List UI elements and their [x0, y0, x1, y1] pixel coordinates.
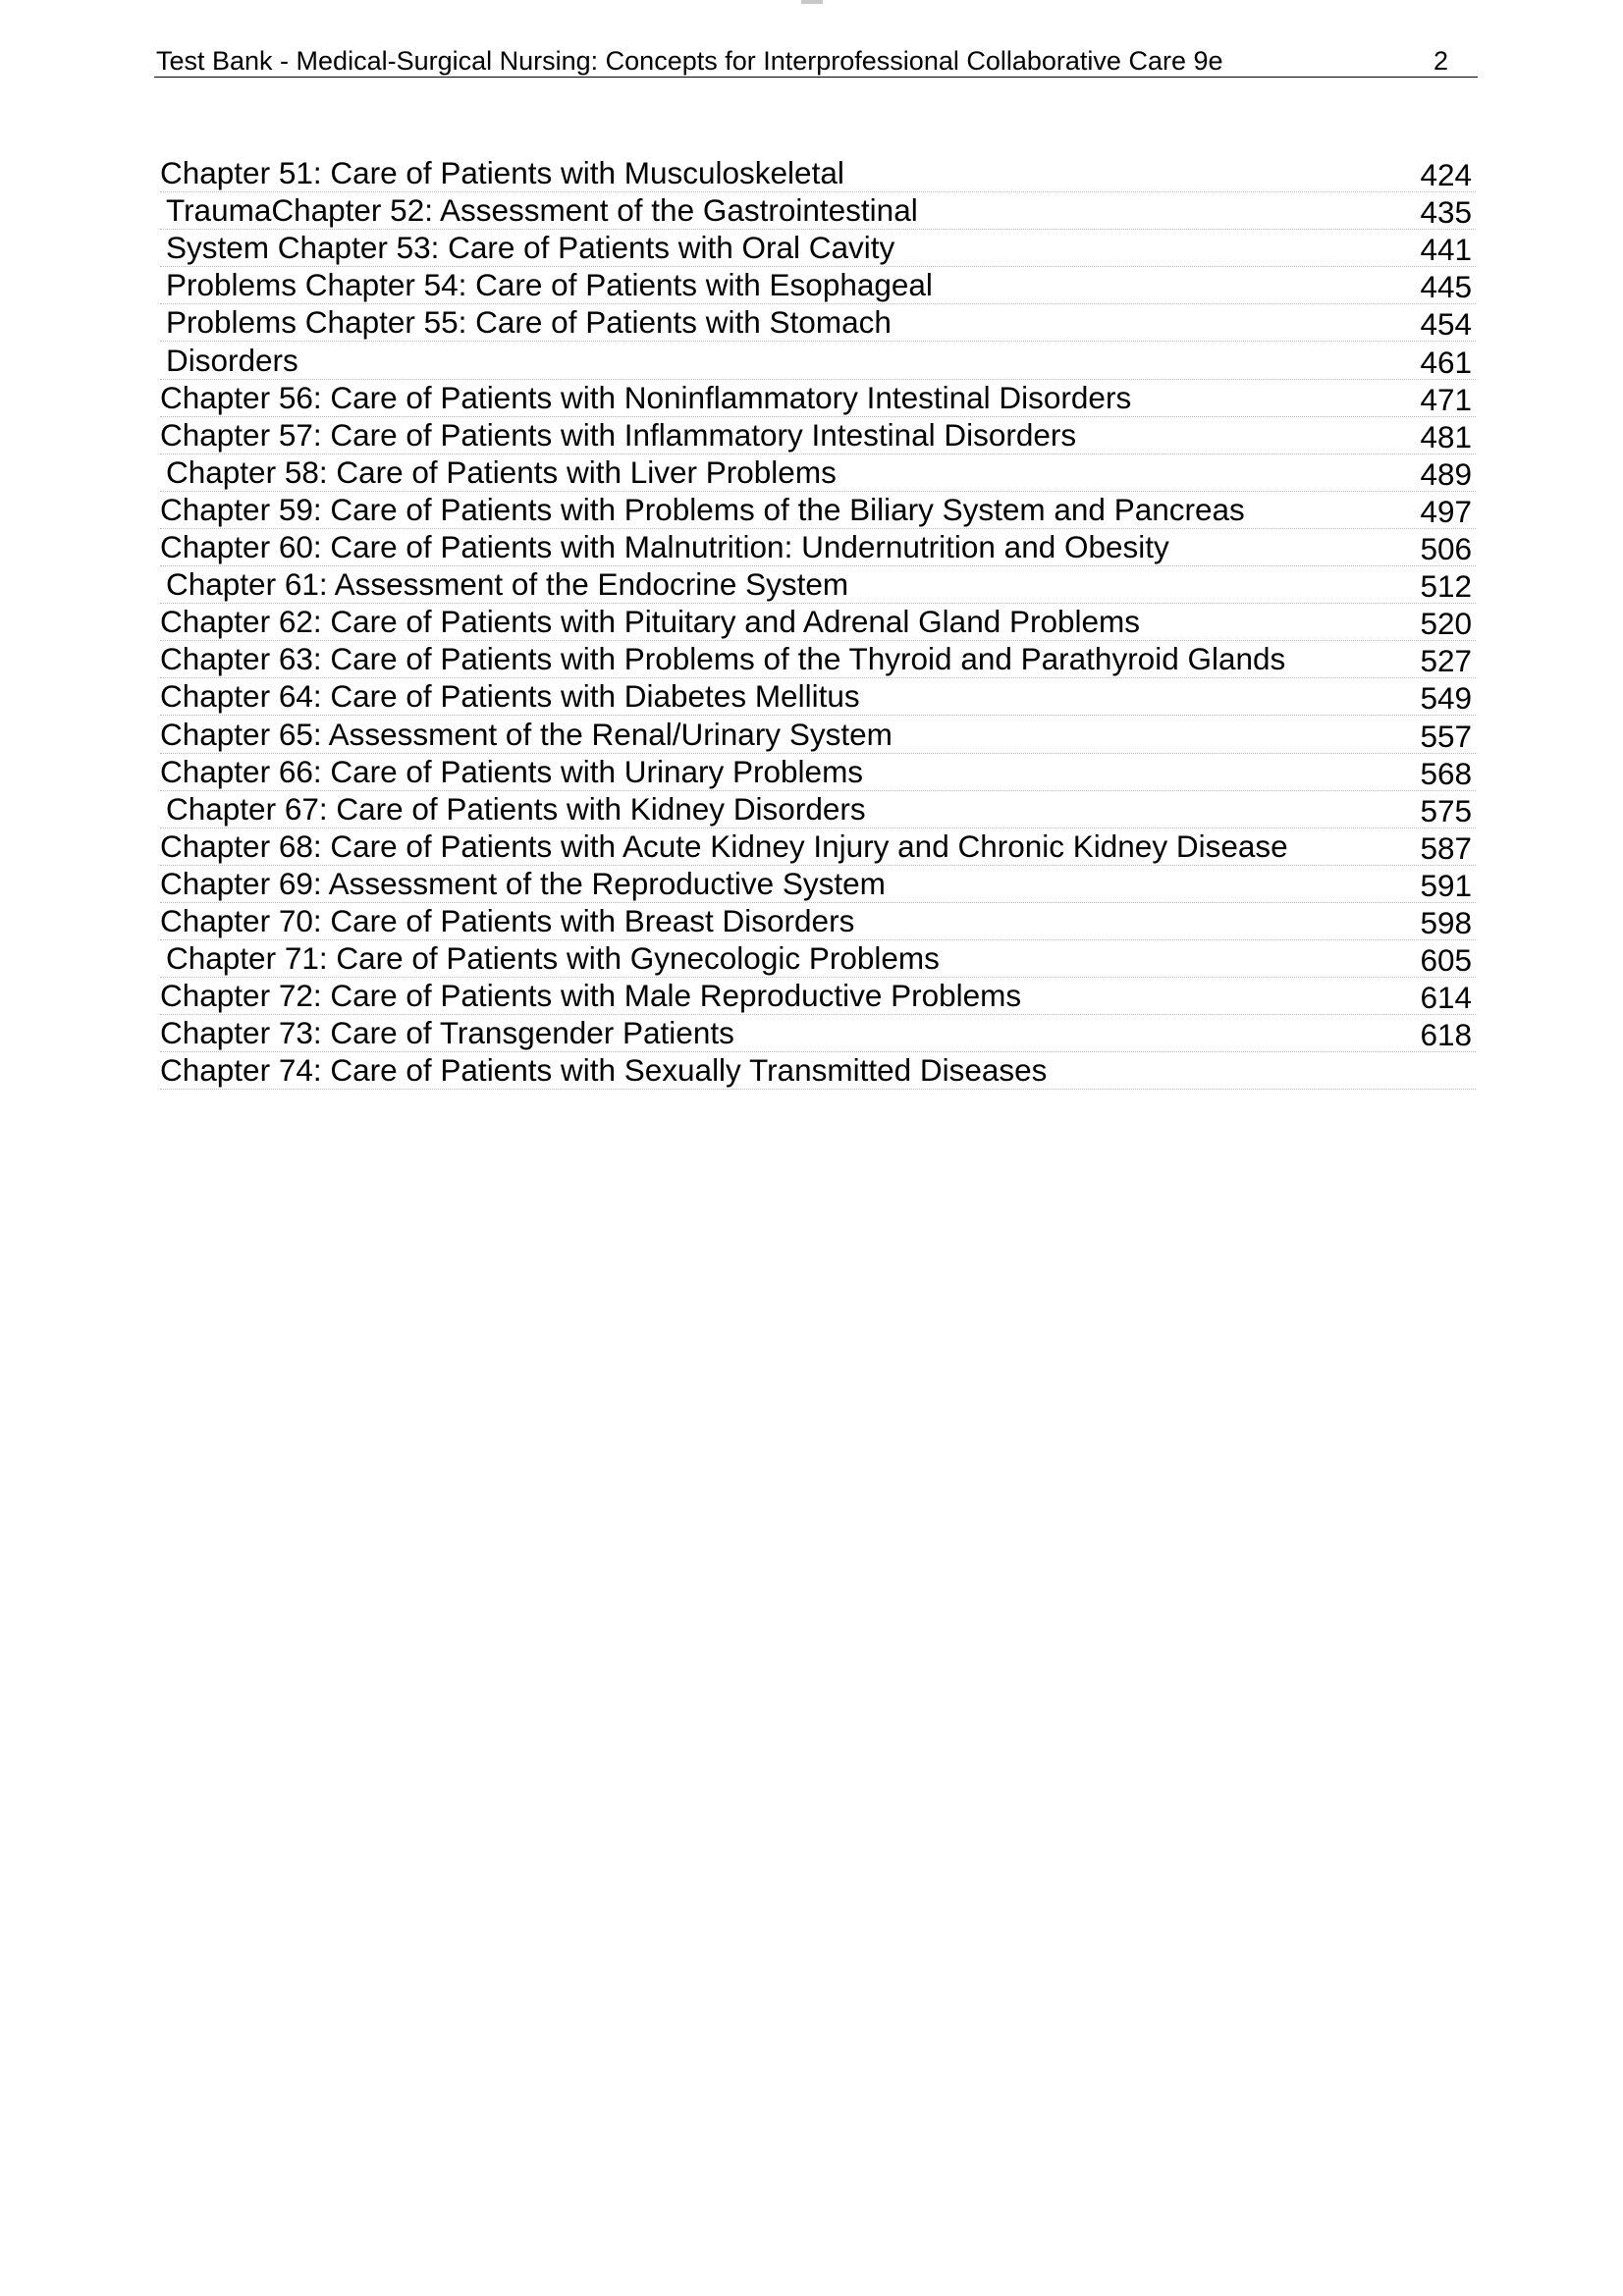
toc-entry[interactable]	[160, 940, 1476, 978]
toc-entry[interactable]	[160, 978, 1476, 1015]
toc-entry-title: Problems Chapter 55: Care of Patients with Stomach	[166, 304, 892, 341]
toc-entry-page: 441	[1420, 232, 1472, 268]
toc-entry[interactable]	[160, 192, 1476, 230]
toc-entry[interactable]	[160, 492, 1476, 529]
toc-entry-title: Chapter 70: Care of Patients with Breast Disorders	[160, 902, 855, 938]
toc-entry-page: 461	[1420, 344, 1472, 380]
toc-entry-title: Chapter 66: Care of Patients with Urinary Problems	[160, 753, 864, 789]
toc-entry-title: System Chapter 53: Care of Patients with Oral Cavity	[166, 230, 895, 266]
toc-entry[interactable]	[160, 866, 1476, 903]
toc-entry[interactable]	[160, 529, 1476, 566]
table-of-contents	[160, 155, 1476, 1090]
toc-entry-title: Disorders	[166, 342, 298, 378]
toc-entry-title: TraumaChapter 52: Assessment of the Gastrointestinal	[166, 192, 918, 229]
toc-entry-title: Chapter 73: Care of Transgender Patients	[160, 1015, 734, 1051]
toc-entry-page: 520	[1420, 606, 1472, 642]
toc-entry-page: 549	[1420, 680, 1472, 717]
toc-entry-title: Problems Chapter 54: Care of Patients with Esophageal	[166, 267, 933, 303]
toc-entry-title: Chapter 60: Care of Patients with Malnutrition: Undernutrition and Obesity	[160, 529, 1169, 565]
toc-entry-title: Chapter 61: Assessment of the Endocrine System	[166, 566, 849, 603]
toc-entry-page: 497	[1420, 493, 1472, 529]
toc-entry-title: Chapter 74: Care of Patients with Sexually Transmitted Diseases	[160, 1052, 1048, 1089]
toc-entry-title: Chapter 64: Care of Patients with Diabetes Mellitus	[160, 678, 860, 715]
toc-entry[interactable]	[160, 267, 1476, 304]
toc-entry[interactable]	[160, 417, 1476, 454]
toc-entry-page: 587	[1420, 829, 1472, 866]
toc-entry-title: Chapter 63: Care of Patients with Problems of the Thyroid and Parathyroid Glands	[160, 641, 1286, 677]
toc-entry-title: Chapter 62: Care of Patients with Pituitary and Adrenal Gland Problems	[160, 604, 1141, 640]
toc-entry[interactable]	[160, 604, 1476, 641]
toc-entry-page: 605	[1420, 942, 1472, 979]
toc-entry-title: Chapter 56: Care of Patients with Noninflammatory Intestinal Disorders	[160, 379, 1132, 415]
toc-entry-page: 614	[1420, 980, 1472, 1016]
toc-entry[interactable]	[160, 716, 1476, 753]
toc-entry[interactable]	[160, 1052, 1476, 1090]
toc-entry[interactable]	[160, 641, 1476, 678]
toc-entry[interactable]	[160, 304, 1476, 342]
toc-entry-title: Chapter 65: Assessment of the Renal/Urinary System	[160, 716, 893, 752]
toc-entry[interactable]	[160, 454, 1476, 492]
toc-entry-title: Chapter 67: Care of Patients with Kidney Disorders	[166, 790, 866, 827]
toc-entry-page: 506	[1420, 531, 1472, 567]
top-margin-mark	[801, 0, 823, 4]
toc-entry[interactable]	[160, 566, 1476, 604]
toc-entry-page: 575	[1420, 792, 1472, 828]
toc-entry-page: 568	[1420, 755, 1472, 791]
toc-entry-page: 481	[1420, 418, 1472, 454]
toc-entry-page: 435	[1420, 194, 1472, 231]
toc-entry-page: 557	[1420, 718, 1472, 754]
toc-entry-page: 454	[1420, 306, 1472, 343]
header-page-number: 2	[1433, 46, 1448, 76]
toc-entry[interactable]	[160, 678, 1476, 716]
toc-entry-title: Chapter 58: Care of Patients with Liver Problems	[166, 454, 837, 490]
toc-entry[interactable]	[160, 342, 1476, 379]
header-title: Test Bank - Medical-Surgical Nursing: Concepts for Interprofessional Collaborative Care 9e	[156, 46, 1223, 76]
toc-entry-page: 471	[1420, 381, 1472, 417]
toc-entry-title: Chapter 51: Care of Patients with Musculoskeletal	[160, 155, 844, 191]
toc-entry[interactable]	[160, 230, 1476, 267]
toc-entry-page: 591	[1420, 867, 1472, 903]
toc-entry-page: 489	[1420, 455, 1472, 492]
toc-entry-page: 445	[1420, 269, 1472, 305]
page-header	[154, 45, 1478, 78]
toc-entry-page: 512	[1420, 568, 1472, 605]
toc-entry[interactable]	[160, 754, 1476, 791]
toc-entry[interactable]	[160, 828, 1476, 866]
toc-entry-title: Chapter 72: Care of Patients with Male Reproductive Problems	[160, 978, 1022, 1014]
toc-entry[interactable]	[160, 380, 1476, 417]
toc-entry[interactable]	[160, 903, 1476, 940]
toc-entry[interactable]	[160, 155, 1476, 192]
toc-entry[interactable]	[160, 1015, 1476, 1052]
toc-entry-page: 424	[1420, 157, 1472, 193]
toc-entry-title: Chapter 68: Care of Patients with Acute Kidney Injury and Chronic Kidney Disease	[160, 828, 1288, 864]
toc-entry-title: Chapter 69: Assessment of the Reproductive System	[160, 865, 886, 901]
toc-entry-page: 527	[1420, 643, 1472, 679]
toc-entry[interactable]	[160, 791, 1476, 828]
toc-entry-title: Chapter 57: Care of Patients with Inflammatory Intestinal Disorders	[160, 416, 1077, 453]
toc-entry-page: 618	[1420, 1017, 1472, 1053]
toc-entry-page: 598	[1420, 904, 1472, 940]
toc-entry-title: Chapter 71: Care of Patients with Gynecologic Problems	[166, 940, 940, 977]
toc-entry-title: Chapter 59: Care of Patients with Problems of the Biliary System and Pancreas	[160, 491, 1245, 527]
